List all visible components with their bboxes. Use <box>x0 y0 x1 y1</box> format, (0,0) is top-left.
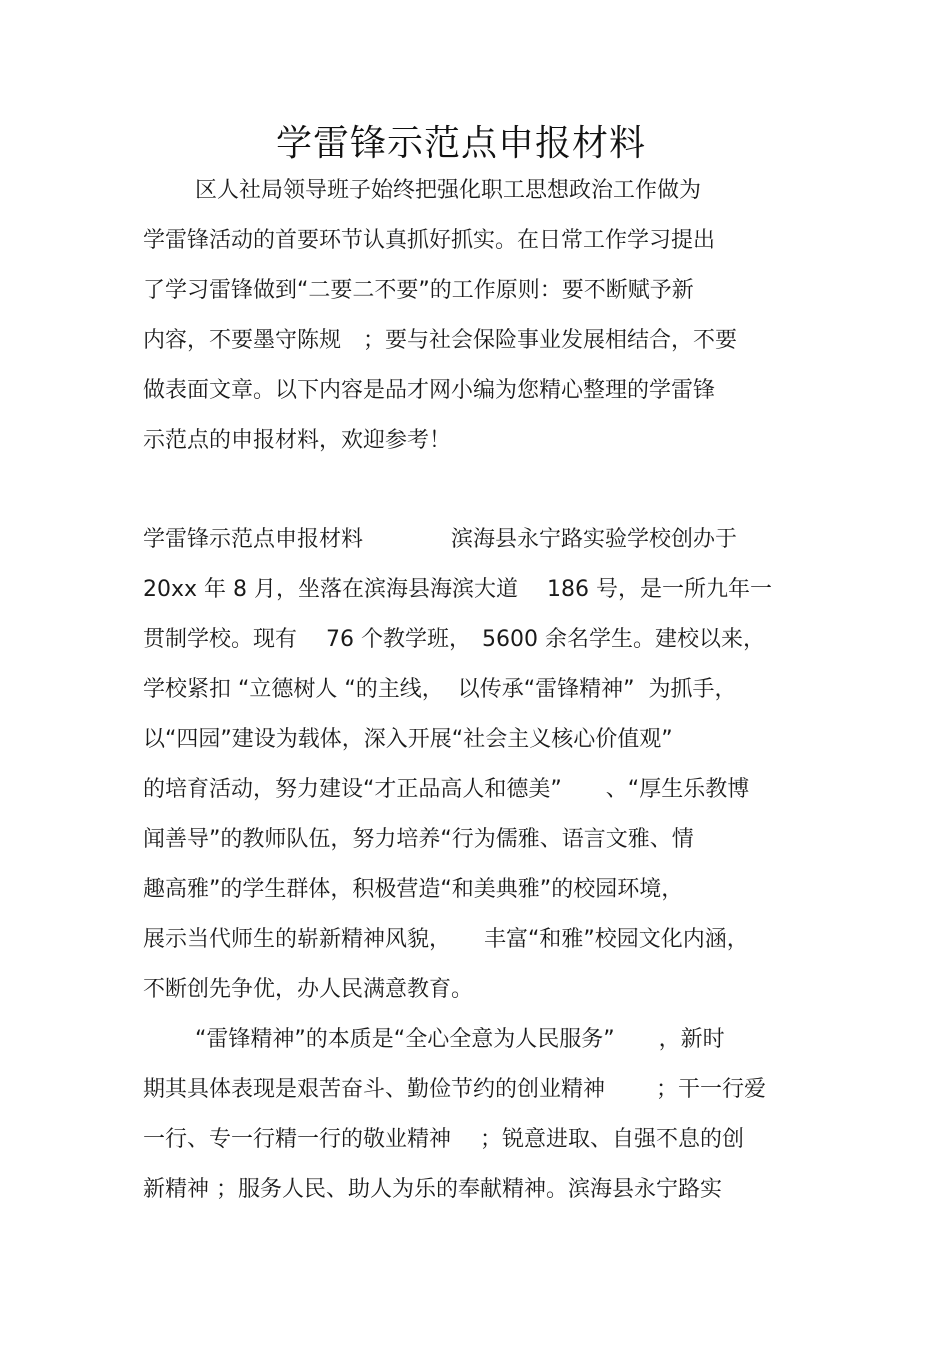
intro-line: 做表面文章。以下内容是品才网小编为您精心整理的学雷锋 <box>143 378 716 403</box>
para3-line: 期其具体表现是艰苦奋斗、勤俭节约的创业精神 ；干一行爱 <box>143 1077 766 1102</box>
body-line: 20xx 年 8 月，坐落在滨海县海滨大道 186 号，是一所九年一 <box>143 577 772 602</box>
body-line: 学雷锋示范点申报材料 滨海县永宁路实验学校创办于 <box>143 527 738 552</box>
body-line: 趣高雅”的学生群体，积极营造“和美典雅”的校园环境， <box>143 877 684 902</box>
body-line: 闻善导”的教师队伍，努力培养“行为儒雅、语言文雅、情 <box>143 827 694 852</box>
para3-line: “雷锋精神”的本质是“全心全意为人民服务” ，新时 <box>195 1027 725 1052</box>
para3-line: 一行、专一行精一行的敬业精神 ；锐意进取、自强不息的创 <box>143 1127 744 1152</box>
intro-line: 内容，不要墨守陈规 ；要与社会保险事业发展相结合，不要 <box>143 328 738 353</box>
para3-line: 新精神 ；服务人民、助人为乐的奉献精神。滨海县永宁路实 <box>143 1177 722 1202</box>
intro-line: 学雷锋活动的首要环节认真抓好抓实。在日常工作学习提出 <box>143 228 716 253</box>
intro-line: 示范点的申报材料，欢迎参考！ <box>143 428 452 453</box>
body-line: 学校紧扣 “立德树人 “的主线， 以传承“雷锋精神” 为抓手， <box>143 677 737 702</box>
body-line: 不断创先争优，办人民满意教育。 <box>143 977 474 1002</box>
body-line: 以“四园”建设为载体，深入开展“社会主义核心价值观” <box>143 727 673 752</box>
body-line: 的培育活动，努力建设“才正品高人和德美” 、“厚生乐教博 <box>143 777 750 802</box>
document-title: 学雷锋示范点申报材料 <box>275 123 646 164</box>
body-line: 展示当代师生的崭新精神风貌， 丰富“和雅”校园文化内涵， <box>143 927 749 952</box>
intro-line: 了学习雷锋做到“二要二不要”的工作原则：要不断赋予新 <box>143 278 694 303</box>
body-line: 贯制学校。现有 76 个教学班， 5600 余名学生。建校以来， <box>143 627 765 652</box>
intro-line: 区人社局领导班子始终把强化职工思想政治工作做为 <box>195 178 702 203</box>
